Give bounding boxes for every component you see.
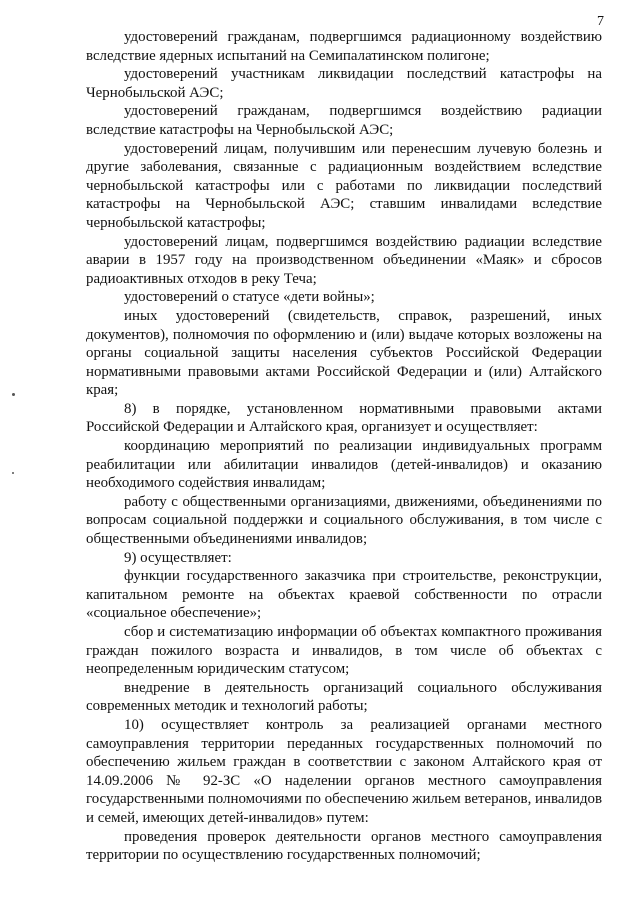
scan-mark	[12, 472, 14, 474]
paragraph: удостоверений гражданам, подвергшимся воздействию радиации вследствие катастрофы на Чернобыльской АЭС;	[86, 103, 602, 138]
paragraph: удостоверений лицам, получившим или перенесшим лучевую болезнь и другие заболевания, связанные с радиационным воздействием вследствие чернобыльской катастрофы или с работами по ликвидации последствий катастрофы на Чернобыльской АЭС; ставшим инвалидами вследствие чернобыльской катастрофы;	[86, 140, 602, 231]
paragraph: функции государственного заказчика при строительстве, реконструкции, капитальном ремонте на объектах краевой собственности по отрасли «социальное обеспечение»;	[86, 568, 602, 622]
paragraph: 9) осуществляет:	[124, 549, 232, 566]
paragraph: 8) в порядке, установленном нормативными правовыми актами Российской Федерации и Алтайского края, организует и осуществляет:	[86, 400, 602, 436]
document-body	[86, 28, 602, 865]
page-number: 7	[597, 14, 604, 29]
paragraph: координацию мероприятий по реализации индивидуальных программ реабилитации или абилитации инвалидов (детей-инвалидов) и оказанию необходимого содействия инвалидам;	[86, 438, 602, 492]
scan-mark	[12, 393, 15, 396]
paragraph: 10) осуществляет контроль за реализацией органами местного самоуправления территории переданных государственных полномочий по обеспечению жильем граждан в соответствии с законом Алтайского края от 14.09.2006 № 92-ЗС «О наделении органов местного самоуправления государственными полномочиями по обеспечению жильем ветеранов, инвалидов и семей, имеющих детей-инвалидов» путем:	[86, 716, 602, 826]
paragraph: удостоверений лицам, подвергшимся воздействию радиации вследствие аварии в 1957 году на производственном объединении «Маяк» и сбросов радиоактивных отходов в реку Теча;	[86, 233, 602, 287]
paragraph: иных удостоверений (свидетельств, справок, разрешений, иных документов), полномочия по оформлению и (или) выдаче которых возложены на органы социальной защиты населения субъектов Российской Федерации нормативными правовыми актами Российской Федерации и (или) Алтайского края;	[86, 307, 602, 399]
paragraph: удостоверений участникам ликвидации последствий катастрофы на Чернобыльской АЭС;	[86, 66, 602, 101]
paragraph: сбор и систематизацию информации об объектах компактного проживания граждан пожилого возраста и инвалидов, в том числе об объектах с неопределенным юридическим статусом;	[86, 624, 602, 678]
paragraph: удостоверений о статусе «дети войны»;	[124, 289, 375, 306]
paragraph: внедрение в деятельность организаций социального обслуживания современных методик и технологий работы;	[86, 679, 602, 715]
paragraph: работу с общественными организациями, движениями, объединениями по вопросам социальной поддержки и социального обслуживания, в том числе с общественными объединениями инвалидов;	[86, 493, 602, 548]
paragraph: проведения проверок деятельности органов местного самоуправления территории по осуществлению государственных полномочий;	[86, 828, 602, 864]
paragraph: удостоверений гражданам, подвергшимся радиационному воздействию вследствие ядерных испытаний на Семипалатинском полигоне;	[86, 29, 602, 64]
